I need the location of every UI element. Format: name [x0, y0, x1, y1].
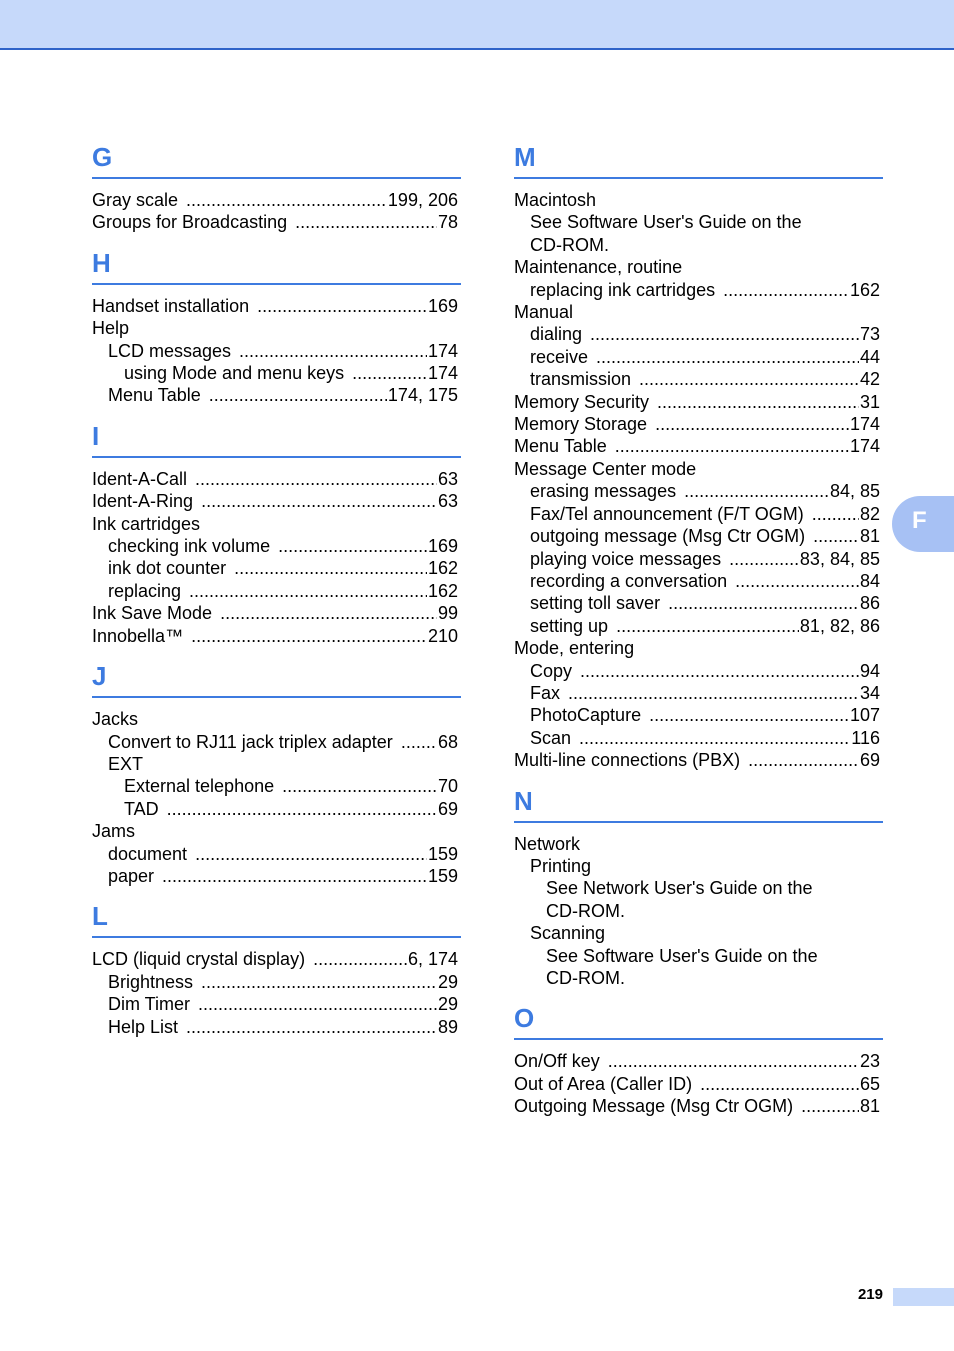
index-entry — [514, 855, 880, 877]
index-entry[interactable] — [514, 749, 880, 771]
page-number-band — [893, 1288, 954, 1306]
entry-term: Jacks — [92, 709, 139, 730]
dot-leader — [649, 704, 849, 726]
entry-term: Message Center mode — [514, 458, 697, 479]
dot-leader — [189, 580, 427, 602]
index-entry[interactable] — [92, 211, 458, 233]
entry-page-numbers[interactable]: 162 — [849, 279, 880, 300]
dot-leader — [668, 592, 859, 614]
index-entry[interactable] — [514, 682, 880, 704]
entry-page-numbers[interactable]: 162 — [427, 558, 458, 579]
dot-leader — [608, 1050, 859, 1072]
dot-leader — [278, 535, 427, 557]
index-entry[interactable] — [92, 993, 458, 1015]
section-letter-heading: G — [92, 140, 461, 179]
index-entry[interactable] — [514, 570, 880, 592]
dot-leader — [195, 843, 427, 865]
index-entry — [92, 513, 458, 535]
entry-term: erasing messages — [530, 481, 677, 502]
entry-term: Ident-A-Call — [92, 468, 188, 489]
entry-term: Innobella™ — [92, 625, 184, 646]
entry-page-numbers[interactable]: 81 — [859, 526, 880, 547]
entry-term: Jams — [92, 821, 136, 842]
index-entry — [92, 317, 458, 339]
dot-leader — [616, 615, 799, 637]
dot-leader — [590, 323, 859, 345]
entry-page-numbers[interactable]: 31 — [859, 391, 880, 412]
entry-term: Memory Security — [514, 391, 650, 412]
entry-page-numbers[interactable]: 169 — [427, 295, 458, 316]
entry-term: Manual — [514, 302, 574, 323]
dot-leader — [596, 346, 859, 368]
dot-leader — [220, 602, 437, 624]
entry-term: Mode, entering — [514, 638, 635, 659]
dot-leader — [580, 660, 859, 682]
entry-term: See Network User's Guide on the — [546, 878, 813, 899]
dot-leader — [655, 413, 849, 435]
index-entry[interactable] — [92, 971, 458, 993]
entry-page-numbers[interactable]: 69 — [859, 750, 880, 771]
entry-page-numbers[interactable]: 116 — [851, 727, 880, 748]
entry-term: Fax — [530, 682, 561, 703]
index-entry[interactable] — [514, 615, 880, 637]
index-entry[interactable] — [92, 557, 458, 579]
entry-term: ink dot counter — [108, 558, 227, 579]
index-entry[interactable] — [514, 435, 880, 457]
entry-page-numbers[interactable]: 84, 85 — [829, 481, 880, 502]
index-column-left — [92, 140, 461, 1038]
entry-term: Macintosh — [514, 190, 597, 210]
entry-page-numbers[interactable]: 44 — [859, 346, 880, 367]
entry-page-numbers[interactable]: 174 — [427, 363, 458, 384]
entry-page-numbers[interactable]: 82 — [859, 503, 880, 524]
entry-term: LCD messages — [108, 340, 232, 361]
index-section-n — [514, 784, 883, 990]
index-entry[interactable] — [92, 1016, 458, 1038]
entry-term: receive — [530, 346, 589, 367]
entry-term: External telephone — [124, 776, 275, 797]
index-section-g — [92, 140, 461, 234]
dot-leader — [186, 189, 387, 211]
dot-leader — [201, 490, 437, 512]
header-band — [0, 0, 954, 50]
dot-leader — [239, 340, 427, 362]
entry-term: dialing — [530, 324, 583, 345]
dot-leader — [313, 948, 407, 970]
index-entry[interactable] — [514, 368, 880, 390]
entry-page-numbers[interactable]: 199, 206 — [387, 190, 458, 210]
entry-term: Printing — [530, 855, 592, 876]
entry-term: paper — [108, 865, 155, 886]
entry-page-numbers[interactable]: 69 — [437, 798, 458, 819]
entry-term: See Software User's Guide on the — [546, 945, 818, 966]
chapter-tab[interactable] — [892, 496, 954, 552]
entry-page-numbers[interactable]: 68 — [437, 731, 458, 752]
entry-term: Groups for Broadcasting — [92, 212, 288, 233]
entry-page-numbers[interactable]: 83, 84, 85 — [799, 548, 880, 569]
dot-leader — [195, 468, 437, 490]
entry-term: See Software User's Guide on the — [530, 212, 802, 233]
index-entry — [514, 301, 880, 323]
dot-leader — [209, 384, 387, 406]
index-entry[interactable] — [514, 704, 880, 726]
dot-leader — [615, 435, 849, 457]
entry-term: Copy — [530, 660, 573, 681]
dot-leader — [198, 993, 437, 1015]
entry-term: Multi-line connections (PBX) — [514, 750, 741, 771]
entry-term: Memory Storage — [514, 414, 648, 435]
index-entry — [92, 820, 458, 842]
entry-term: transmission — [530, 369, 632, 390]
index-entry — [514, 945, 880, 967]
entry-term: Help List — [108, 1016, 179, 1037]
entry-term: Out of Area (Caller ID) — [514, 1073, 693, 1094]
entry-term: CD-ROM. — [530, 234, 609, 255]
index-entry — [514, 458, 880, 480]
dot-leader — [812, 503, 859, 525]
index-entry — [514, 833, 880, 855]
index-entry[interactable] — [514, 592, 880, 614]
section-letter-heading: M — [514, 140, 883, 179]
entry-term: checking ink volume — [108, 536, 271, 557]
dot-leader — [257, 295, 427, 317]
section-letter-heading: L — [92, 899, 461, 938]
entry-term: Fax/Tel announcement (F/T OGM) — [530, 503, 804, 524]
entry-term: PhotoCapture — [530, 705, 642, 726]
index-column-right — [514, 140, 883, 1118]
chapter-tab-label: F — [912, 507, 927, 534]
index-entry[interactable] — [92, 602, 458, 624]
index-section-i — [92, 419, 461, 647]
index-entry — [514, 234, 880, 256]
dot-leader — [295, 211, 437, 233]
entry-page-numbers[interactable]: 99 — [437, 603, 458, 624]
entry-term: replacing ink cartridges — [530, 279, 716, 300]
dot-leader — [162, 865, 427, 887]
section-letter-heading: O — [514, 1001, 883, 1040]
page-number: 219 — [857, 1286, 883, 1303]
dot-leader — [639, 368, 859, 390]
index-entry — [514, 256, 880, 278]
index-entry[interactable] — [92, 362, 458, 384]
index-entry[interactable] — [514, 391, 880, 413]
dot-leader — [352, 362, 427, 384]
entry-term: Help — [92, 318, 130, 339]
entry-page-numbers[interactable]: 63 — [437, 468, 458, 489]
index-entry[interactable] — [92, 948, 458, 970]
index-entry[interactable] — [92, 189, 458, 211]
entry-page-numbers[interactable]: 78 — [437, 212, 458, 233]
index-entry[interactable] — [514, 525, 880, 547]
index-entry — [514, 922, 880, 944]
index-entry[interactable] — [514, 279, 880, 301]
index-entry[interactable] — [92, 625, 458, 647]
entry-page-numbers[interactable]: 29 — [437, 994, 458, 1015]
index-entry[interactable] — [92, 865, 458, 887]
index-entry[interactable] — [514, 413, 880, 435]
entry-term: Scan — [530, 727, 572, 748]
index-entry — [514, 900, 880, 922]
dot-leader — [579, 727, 850, 749]
entry-page-numbers[interactable]: 107 — [849, 705, 880, 726]
index-entry[interactable] — [514, 503, 880, 525]
entry-page-numbers[interactable]: 174 — [849, 436, 880, 457]
entry-term: Ink cartridges — [92, 513, 201, 534]
entry-term: Brightness — [108, 971, 194, 992]
dot-leader — [657, 391, 859, 413]
entry-term: recording a conversation — [530, 570, 728, 591]
index-entry[interactable] — [514, 548, 880, 570]
index-section-m — [514, 140, 883, 772]
entry-page-numbers[interactable]: 81 — [859, 1096, 880, 1117]
index-section-l — [92, 899, 461, 1038]
index-entry[interactable] — [92, 490, 458, 512]
entry-page-numbers[interactable]: 159 — [427, 843, 458, 864]
section-letter-heading: N — [514, 784, 883, 823]
index-entry[interactable] — [92, 843, 458, 865]
index-entry[interactable] — [514, 660, 880, 682]
entry-page-numbers[interactable]: 174 — [849, 414, 880, 435]
section-letter-heading: I — [92, 419, 461, 458]
entry-page-numbers[interactable]: 23 — [859, 1051, 880, 1072]
index-entry — [514, 637, 880, 659]
entry-page-numbers[interactable]: 169 — [427, 536, 458, 557]
dot-leader — [748, 749, 859, 771]
entry-page-numbers[interactable]: 63 — [437, 491, 458, 512]
entry-term: document — [108, 843, 188, 864]
index-entry[interactable] — [514, 1050, 880, 1072]
dot-leader — [191, 625, 427, 647]
entry-term: Gray scale — [92, 190, 179, 210]
entry-page-numbers[interactable]: 34 — [859, 682, 880, 703]
entry-term: using Mode and menu keys — [124, 363, 345, 384]
entry-term: On/Off key — [514, 1051, 600, 1072]
index-entry[interactable] — [514, 727, 880, 749]
entry-term: setting toll saver — [530, 593, 661, 614]
index-entry[interactable] — [92, 295, 458, 317]
index-entry[interactable] — [92, 798, 458, 820]
entry-term: Convert to RJ11 jack triplex adapter — [108, 731, 393, 752]
index-entry[interactable] — [514, 480, 880, 502]
index-entry — [514, 189, 880, 211]
index-entry[interactable] — [514, 1073, 880, 1095]
entry-page-numbers[interactable]: 84 — [859, 570, 880, 591]
entry-term: Handset installation — [92, 295, 250, 316]
entry-term: Ident-A-Ring — [92, 491, 194, 512]
entry-page-numbers[interactable]: 65 — [859, 1073, 880, 1094]
entry-term: Scanning — [530, 923, 606, 944]
dot-leader — [735, 570, 859, 592]
entry-page-numbers[interactable]: 81, 82, 86 — [799, 615, 880, 636]
entry-term: replacing — [108, 580, 182, 601]
index-entry[interactable] — [514, 1095, 880, 1117]
entry-term: outgoing message (Msg Ctr OGM) — [530, 526, 806, 547]
entry-term: Dim Timer — [108, 994, 190, 1015]
index-entry — [514, 877, 880, 899]
dot-leader — [813, 525, 859, 547]
entry-page-numbers[interactable]: 210 — [427, 625, 458, 646]
index-entry[interactable] — [92, 340, 458, 362]
section-letter-heading: J — [92, 659, 461, 698]
dot-leader — [568, 682, 859, 704]
entry-page-numbers[interactable]: 73 — [859, 324, 880, 345]
dot-leader — [201, 971, 437, 993]
entry-term: Maintenance, routine — [514, 257, 683, 278]
index-entry — [92, 708, 458, 730]
section-letter-heading: H — [92, 246, 461, 285]
dot-leader — [729, 548, 799, 570]
index-section-h — [92, 246, 461, 407]
dot-leader — [186, 1016, 437, 1038]
index-entry[interactable] — [92, 535, 458, 557]
entry-term: Network — [514, 833, 581, 854]
entry-page-numbers[interactable]: 29 — [437, 971, 458, 992]
entry-page-numbers[interactable]: 174, 175 — [387, 385, 458, 406]
entry-page-numbers[interactable]: 174 — [427, 340, 458, 361]
entry-term: setting up — [530, 615, 609, 636]
entry-term: TAD — [124, 798, 159, 819]
index-entry[interactable] — [92, 580, 458, 602]
index-section-o — [514, 1001, 883, 1117]
entry-page-numbers[interactable]: 94 — [859, 660, 880, 681]
entry-term: LCD (liquid crystal display) — [92, 949, 306, 970]
entry-term: Menu Table — [514, 436, 607, 457]
entry-term: CD-ROM. — [546, 968, 625, 988]
entry-term: Ink Save Mode — [92, 603, 213, 624]
dot-leader — [282, 775, 437, 797]
index-entry[interactable] — [92, 384, 458, 406]
entry-term: CD-ROM. — [546, 900, 625, 921]
index-entry[interactable] — [92, 731, 458, 753]
index-entry[interactable] — [514, 323, 880, 345]
entry-term: Menu Table — [108, 385, 201, 406]
dot-leader — [700, 1073, 859, 1095]
entry-term: Outgoing Message (Msg Ctr OGM) — [514, 1096, 794, 1117]
entry-page-numbers[interactable]: 159 — [427, 865, 458, 886]
index-entry[interactable] — [514, 346, 880, 368]
index-entry — [92, 753, 458, 775]
dot-leader — [401, 731, 437, 753]
entry-term: EXT — [108, 753, 144, 774]
entry-page-numbers[interactable]: 89 — [437, 1016, 458, 1037]
index-entry — [514, 967, 880, 989]
dot-leader — [801, 1095, 859, 1117]
dot-leader — [234, 557, 427, 579]
entry-page-numbers[interactable]: 162 — [427, 580, 458, 601]
entry-page-numbers[interactable]: 86 — [859, 593, 880, 614]
dot-leader — [684, 480, 829, 502]
entry-term: playing voice messages — [530, 548, 722, 569]
entry-page-numbers[interactable]: 6, 174 — [407, 949, 458, 970]
dot-leader — [723, 279, 849, 301]
index-entry[interactable] — [92, 775, 458, 797]
index-entry[interactable] — [92, 468, 458, 490]
index-entry — [514, 211, 880, 233]
index-section-j — [92, 659, 461, 887]
dot-leader — [167, 798, 437, 820]
entry-page-numbers[interactable]: 70 — [437, 776, 458, 797]
entry-page-numbers[interactable]: 42 — [859, 369, 880, 390]
